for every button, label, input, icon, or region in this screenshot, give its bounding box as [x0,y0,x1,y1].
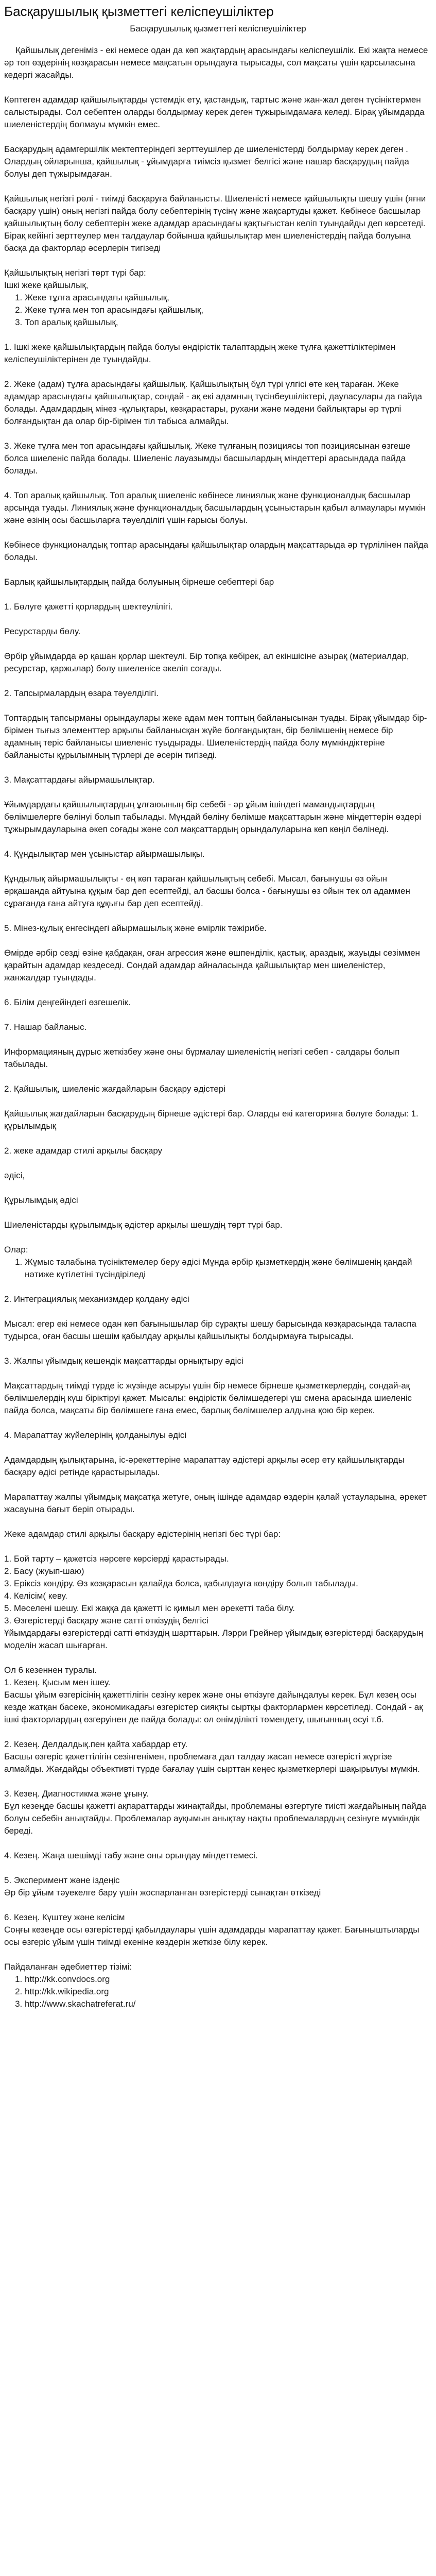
body-paragraph: Ол 6 кезеннен туралы. 1. Кезең. Қысым мен ішеу. Басшы ұйым өзгерісінің қажеттілігін сезіну керек және оны өткізуге дайындалуы керек. Бұл кезең осы кезде жатқан басеке, экономикадағы өзгерістер сияқты сыртқы факторлармен көрсетіледі. Сондай - ақ ішкі факторлардың өзгеруінен де пайда болады: ол өнімділікті төмендету, шығынның өсуі т.б. [4,1665,423,1724]
body-paragraph: Көбінесе функционалдық топтар арасындағы қайшылықтар олардың мақсаттарыда әр түрлілінен пайда болады. [4,540,428,562]
body-paragraph: 2. Жеке (адам) тұлға арасындағы қайшылық. Қайшылықтың бұл түрі үлгісі өте кең тараған. Жеке адамдар арасындағы қайшылықтар, сондай - ақ екі адамның түсінбеушіліктері, дауласулары да пайда болады. Адамдардың мінез -құлықтары, көзқарастары, рухани және мәдени байлықтары әр түрлі болғандықтан да олар бір-бірімен тіл табыса алмайды. [4,379,423,426]
body-paragraph: 2. Кезең. Делдалдық.пен қайта хабардар ету. Басшы өзгеріс қажеттілігін сезінгенімен, проблемаға дал талдау жасап немесе өзгерісті жүргізе алмайды. Жағдайды объективті түрде бағалау үшін сырттан кеңес қызметкерлері шақырылуы мүмкін. [4,1739,420,1774]
methods-body [4,1293,432,1948]
body-paragraph: Өмірде әрбір сезді өзіне қабдақан, оған агрессия және өшпенділік, қастық, араздық, жауыды сезіммен қарайтын адамдар кездеседі. Сондай адамдар айналасында қайшылықтар мен шиеленістер, жанжалдар туындады. [4,948,420,982]
conflict-types-intro: Ішкі жеке қайшылық, [4,280,89,290]
list-item: 3. Топ аралық қайшылық, [25,316,432,329]
body-paragraph: Марапаттау жалпы ұйымдық мақсатқа жетуге, оның ішінде адамдар өздерін қалай ұстауларына, әрекет жасауына бағыт беріп отырады. [4,1492,427,1514]
page-subtitle: Басқарушылық қызметтегі келіспеушіліктер [130,24,306,33]
body-paragraph: 4. Кезең. Жаңа шешімді табу және оны орындау міндеттемесі. [4,1851,258,1860]
example-label: Олар: [4,1245,28,1255]
body-paragraph: 3. Кезең. Диагностикма және ұғыну. Бұл кезеңде басшы қажетті ақпараттарды жинақтайды, проблеманы өзгертуге тиісті жағдайының пайда болуы себебін анықтайды. Проблемалар ауқымын анықтау нақты проблемалардың сезінуге мүмкіндік береді. [4,1789,427,1836]
body-paragraph: 3. Жалпы ұйымдық кешендік мақсаттарды орнықтыру әдісі [4,1356,243,1366]
sources-list [4,1973,432,2010]
body-paragraph: Әрбір ұйымдарда әр қашан қорлар шектеулі. Бір топқа көбірек, ал екіншісіне азырақ (материалдар, ресурстар, қаржылар) бөлу шиеленісе әкеліп соғады. [4,651,409,673]
body-paragraph: 5. Эксперимент және іздеңіс Әр бір ұйым тәуекелге бару үшін жоспарланған өзгерістерді сынақтан өткізеді [4,1875,321,1897]
source-link[interactable]: http://kk.wikipedia.org [25,1987,109,1996]
body-paragraph: 1. Ішкі жеке қайшылықтардың пайда болуы өндірістік талаптардың жеке тұлға қажеттіліктерімен келіспеушіліктерінен де туындайды. [4,342,396,364]
body-paragraph: 1. Бөлуге қажетті қорлардың шектеулілігі. [4,602,173,612]
body-paragraph: 1. Бой тарту – қажетсіз нәрсеге көрсіерді қарастырады. 2. Басу (жуып-шаю) 3. Еріксіз көндіру. Өз көзқарасын қалайда болса, қабылдауға көндіру болып табылады. 4. Келісім( кеву. 5. Мәселені шешу. Екі жаққа да қажетті іс қимыл мен әрекетті таба білу. 3. Өзгерістерді басқару және сатті өткізудің белгісі Ұйымдардағы өзгерістерді сатті өткізудің шарттарын. Лэрри Грейнер ұйымдық өзгерістерді басқарудың моделін жасап шығарған. [4,1554,424,1650]
body-paragraph: Құндылық айырмашылықты - ең көп тараған қайшылықтың себебі. Мысал, бағынушы өз ойын әрқашанда айтуына құқым бар деп есептейді, ал басшы болса - бағынушы өз ойын тек ол адаммен сұрағанда ғана айтуға құқығы бар деп есептейді. [4,874,410,908]
body-paragraph: 5. Мінез-құлық енгесіндегі айырмашылық және өмірлік тәжірибе. [4,923,267,933]
body-paragraph: 2. Интеграциялық механизмдер қолдану әдісі [4,1294,189,1304]
body-paragraph: 3. Жеке тұлға мен топ арасындағы қайшылық. Жеке тұлғаның позициясы топ позициясынан өзгеше болса шиеленіс пайда болады. Шиеленіс лауазымды басшылардың міндеттері арасындада пайда болады. [4,441,411,476]
body-paragraph: 2. Қайшылық, шиеленіс жағдайларын басқару әдістері [4,1084,226,1094]
conflict-types-heading: Қайшылықтың негізгі төрт түрі бар: [4,268,146,278]
body-paragraph: Адамдардың қылықтарына, іс-әрекеттеріне марапаттау әдістері арқылы әсер ету қайшылықтарды басқару әдісі ретінде қарастырылады. [4,1455,405,1477]
list-item: 1. Жұмыс талабына түсініктемелер беру әдісі Мұнда әрбір қызметкердің және бөлімшенің қандай нәтиже күтілетіні түсіндіріледі [25,1256,432,1281]
body-paragraph: Ресурстарды бөлу. [4,626,81,636]
body-paragraph: Информацияның дұрыс жеткізбеу және оны бұрмалау шиеленістің негізгі себеп - салдары болып табылады. [4,1047,400,1069]
list-item: 2. Жеке тұлға мен топ арасындағы қайшылық, [25,304,432,316]
body-paragraph: 7. Нашар байланыс. [4,1022,87,1032]
conflict-types-body [4,341,432,1231]
body-paragraph: Жеке адамдар стилі арқылы басқару әдістерінің негізгі бес түрі бар: [4,1529,281,1539]
sources-label: Пайдаланған әдебиеттер тізімі: [4,1962,132,1972]
body-paragraph: 4. Құндылықтар мен ұсыныстар айырмашылықы. [4,849,205,859]
conflict-types-list [4,292,432,329]
body-paragraph: 3. Мақсаттардағы айырмашылықтар. [4,775,155,785]
example-list [4,1256,432,1281]
source-link[interactable]: http://www.skachatreferat.ru/ [25,1999,136,2009]
body-paragraph: Құрылымдық әдісі [4,1195,78,1205]
body-paragraph: 4. Марапаттау жүйелерінің қолданылуы әдісі [4,1430,187,1440]
body-paragraph: Мақсаттардың тиімді түрде іс жүзінде асыруы үшін бір немесе бірнеше қызметкерлердің, сондай-ақ бөлімшелердің күш біріктіруі қажет. Мысалы: өндірістік бөлімшедегері үш смена арасында шиеленіс пайда болса, мақсаты бір бөлімшеге ғана емес, барлық бөлімшелер алдына қою бір керек. [4,1381,412,1415]
body-paragraph: Ұйымдардағы қайшылықтардың ұлғаюының бір себебі - әр ұйым ішіндегі мамандықтардың бөлімшелерге бөлінуі болып табылады. Мұндай бөліну бөлімше мақсаттарын және міндеттерін өздері тұжырымдауларына әкеп соғады және сол мақсаттардың орындалуларына көп көңіл бөлінеді. [4,800,422,834]
intro-paragraph: Қайшылық дегеніміз - екі немесе одан да көп жақтардың арасындағы келіспеушілік. Екі жақта немесе әр топ өздерінің көзқарасын немесе мақсатын орындауға тырысады, сол мақсаты үшін қарсыласына кедергі жасайды. [4,45,428,80]
body-paragraph: әдісі, [4,1171,25,1180]
body-paragraph: Қайшылық жағдайларын басқарудың бірнеше әдістері бар. Оларды екі категорияға бөлуге болады: 1. құрылымдық [4,1109,418,1131]
body-paragraph: 2. жеке адамдар стилі арқылы басқару [4,1146,163,1156]
page-title: Басқарушылық қызметтегі келіспеушіліктер [4,4,274,19]
body-paragraph: Шиеленістарды құрылымдық әдістер арқылы шешудің төрт түрі бар. [4,1220,283,1230]
intro-paragraph: Көптеген адамдар қайшылықтарды үстемдік ету, қастандық, тартыс және жан-жал деген түсініктермен салыстырады. Сол себептен оларды болдырмау керек деген тұжырымдамаға келеді. Бірақ ұйымдарда шиеленістердің болмауы мүмкін емес. [4,95,425,129]
list-item: 1. Жеке тұлға арасындағы қайшылық, [25,292,432,304]
body-paragraph: 6. Білім деңгейіндегі өзгешелік. [4,997,131,1007]
body-paragraph: 6. Кезең. Күштеу және келісім Соңғы кезеңде осы өзгерістерді қабылдаулары үшін адамдарды марапаттау қажет. Бағыныштыларды осы өзгеріс ұйым үшін тиімді екеніне көздерін жеткізе білу керек. [4,1912,420,1947]
intro-paragraph: Қайшылық негізгі рөлі - тиімді басқаруға байланысты. Шиеленісті немесе қайшылықты шешу үшін (яғни басқару үшін) оның негізгі пайда болу себептерінің түсінү және жақсартуды қажет. Көбінесе басшылар қайшылықтың болу себептерін жеке адамдар арасындағы қақтығыстан келіп туындайды деп көрсетеді. Бірақ кейінгі зерттеулер мен талдаулар бойынша қайшылықтар мен шиеленістердің пайда болуына басқа да факторлар әсерлерін тигізеді [4,194,426,253]
intro-paragraph: Басқарудың адамгершілік мектептеріндегі зерттеушілер де шиеленістерді болдырмау керек деген . Олардың ойларынша, қайшылық - ұйымдарға тиімсіз қызмет белгісі және нашар басқарудың пайда болуы деп тұжырымдаған. [4,144,409,179]
body-paragraph: Барлық қайшылықтардың пайда болуының бірнеше себептері бар [4,577,274,587]
body-paragraph: 2. Тапсырмалардың өзара тәуелділігі. [4,688,159,698]
body-paragraph: Топтардың тапсырманы орындаулары жеке адам мен топтың байланысынан туады. Бірақ ұйымдар бір-бірімен тығыз элементтер арқылы байланысқан жүйе болғандықтан, бір бөлімшенің немесе бір адамның теріс байланысы шиеленіс туыдырады. Шиеленістердің пайда болу мүмкіндіктеріне байланысты құрылымның түрлері де әсерін тигізеді. [4,713,427,760]
body-paragraph: Мысал: егер екі немесе одан көп бағынышылар бір сұрақты шешу барысында көзқарасында таласпа тудырса, оған басшы шешім қабылдау арқылы қайшылықты болдырмауға тырысады. [4,1319,416,1341]
body-paragraph: 4. Топ аралық қайшылық. Топ аралық шиеленіс көбінесе линиялық және функционалдық басшылар арсында туады. Линиялық және функционалдық басшылардың ұсыныстарын қабыл алмаулары мүмкін және өзінің осы басшыларға тәуелділігі үшін ғарысы болуы. [4,490,426,525]
source-link[interactable]: http://kk.convdocs.org [25,1974,110,1984]
